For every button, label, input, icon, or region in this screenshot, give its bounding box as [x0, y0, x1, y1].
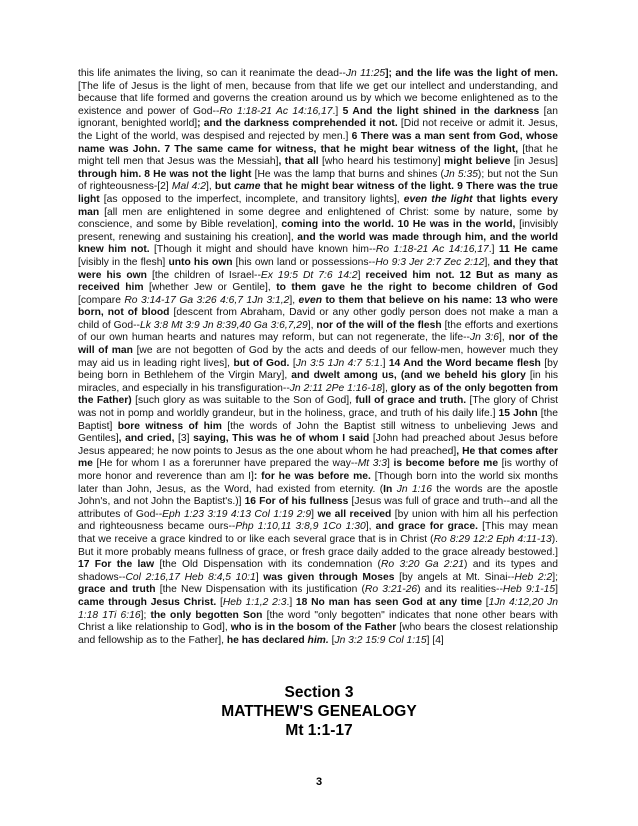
bold-text-run: 11 He came	[498, 244, 558, 256]
bold-italic-text-run: even	[298, 294, 323, 306]
text-run: ]	[555, 584, 559, 596]
text-run: ],	[499, 332, 509, 344]
scripture-reference: Heb 1:1,2 2:3	[222, 596, 287, 608]
bold-text-run: and dwelt among us, (and we beheld his glory	[291, 370, 526, 382]
bold-text-run: but	[214, 181, 235, 193]
scripture-reference: Eph 1:23 3:19 4:13 Col 1:19 2:9	[162, 508, 312, 520]
scripture-reference: Ro 1:18-21 Ac 14:16,17	[375, 244, 489, 256]
bold-text-run: we all received	[317, 508, 392, 520]
scripture-reference: Jn 3:6	[469, 332, 499, 344]
bold-text-run: 18 No man has seen God at any time	[295, 596, 483, 608]
text-run: ],	[382, 382, 391, 394]
bold-text-run: that lights every man	[78, 193, 559, 218]
bold-text-run: nor of the will of the flesh	[316, 319, 442, 331]
bold-text-run: full of grace and truth.	[355, 395, 467, 407]
text-run: [He was the lamp that burns and shines (	[251, 168, 444, 180]
bold-italic-text-run: even the light	[403, 193, 473, 205]
bold-text-run: , and cried,	[118, 433, 175, 445]
scripture-reference: Ro 8:29 12:2 Eph 4:11-13	[433, 533, 552, 545]
text-run: ). But it more probably means fullness of grace, or fresh grace daily added to the grace already bestowed.]	[78, 533, 558, 558]
bold-italic-text-run: him.	[307, 634, 329, 646]
text-run: [in his miracles, and especially in his transfiguration--	[78, 370, 559, 394]
bold-text-run: is become before me	[393, 458, 499, 470]
scripture-reference: Ro 3:14-17 Ga 3:26 4:6,7 1Jn 3:1,2	[124, 294, 290, 306]
text-run: [whether Jew or Gentile],	[143, 282, 277, 294]
scripture-reference: Jn 3:2 15:9 Col 1:15	[334, 634, 427, 646]
text-run: [the Baptist]	[78, 408, 558, 432]
text-run: [the word "only begotten" indicates that none other bears with Christ a like relationship to God],	[78, 609, 558, 634]
bold-text-run: ; and the darkness comprehended it not.	[197, 118, 398, 130]
text-run: [as opposed to the imperfect, incomplete, and transitory lights],	[99, 193, 404, 205]
text-run: [his own land or possessions--	[232, 256, 376, 268]
text-run: .]	[488, 244, 499, 256]
bold-text-run: : for he was before me.	[253, 471, 371, 482]
bold-text-run: he has declared	[226, 634, 308, 646]
text-run: ]	[255, 571, 264, 583]
text-run: [an ignorant, benighted world]	[78, 105, 558, 130]
bold-text-run: to them gave he the right to become children of God	[276, 282, 558, 294]
bold-text-run: was given through Moses	[263, 571, 395, 583]
section-reference: Mt 1:1-17	[285, 722, 353, 739]
bold-text-run: to them that believe on his name: 13 who were born, not of blood	[78, 294, 558, 319]
text-run: [who bears the closest relationship and fellowship as to the Father],	[78, 622, 558, 646]
bold-text-run: 17 For the law	[78, 559, 155, 571]
scripture-reference: Mt 3:3	[357, 458, 388, 470]
bold-text-run: who is in the bosom of the Father	[230, 622, 397, 634]
text-run: [the words of John the Baptist still witness to unbelieving Jews and Gentiles]	[78, 420, 558, 445]
text-run: ],	[206, 181, 215, 193]
bold-text-run: 16 For of his fullness	[244, 496, 349, 508]
scripture-reference: Ro 3:21-26	[364, 584, 418, 596]
text-run: [	[289, 357, 296, 369]
text-run: [who heard his testimony]	[318, 156, 445, 168]
text-run: ],	[365, 521, 376, 533]
bold-text-run: that he might bear witness of the light. 9 There was the true light	[78, 181, 558, 205]
text-run: [by being born in Bethlehem of the Virgin Mary],	[78, 357, 558, 382]
text-run: [	[216, 596, 223, 608]
bold-text-run: 14 And the Word became flesh	[388, 357, 541, 369]
scripture-reference: Ro 3:20 Ga 2:21	[380, 559, 464, 571]
scripture-reference: Ho 9:3 Jer 2:7 Zec 2:12	[375, 256, 485, 268]
text-run: [we are not begotten of God by the acts and deeds of our fellow-men, however much they may aid us in leading right lives],	[78, 345, 558, 369]
scripture-reference: Jn 3:5 1Jn 4:7 5:1	[295, 357, 380, 369]
text-run: [3]	[174, 433, 194, 445]
text-run: [the Old Dispensation with its condemnation (	[154, 559, 381, 571]
text-run: [He for whom I as a forerunner have prepared the way--	[92, 458, 358, 470]
text-run: [that he might tell men that Jesus was the Messiah]	[78, 143, 558, 168]
bold-text-run: came through Jesus Christ.	[78, 596, 217, 608]
text-run: this life animates the living, so can it reanimate the dead--	[78, 68, 346, 79]
section-subtitle: MATTHEW'S GENEALOGY	[221, 703, 417, 720]
scripture-reference: Col 2:16,17 Heb 8:4,5 10:1	[125, 571, 256, 583]
bold-italic-text-run: came	[234, 181, 261, 193]
text-run: [the children of Israel--	[146, 269, 261, 281]
scripture-reference: Ex 19:5 Dt 7:6 14:2	[260, 269, 358, 281]
bold-text-run: and they that were his own	[78, 256, 558, 281]
bold-text-run: glory as of the only begotten from the Father)	[78, 382, 558, 407]
text-run: ]	[311, 508, 318, 520]
bold-text-run: might believe	[444, 156, 511, 168]
text-run: [by angels at Mt. Sinai--	[394, 571, 515, 583]
bold-text-run: ]; and the life was the light of men.	[385, 68, 558, 79]
scripture-reference: Lk 3:8 Mt 3:9 Jn 8:39,40 Ga 3:6,7,29	[139, 319, 308, 331]
body-paragraph	[78, 68, 558, 647]
text-run: [The glory of Christ was not in pomp and worldly grandeur, but in the holiness, grace, and truth of his daily life.]	[78, 395, 558, 420]
bold-text-run: unto his own	[168, 256, 233, 268]
bold-text-run: 5 And the light shined in the darkness	[342, 105, 540, 117]
scripture-reference: Jn 1:16	[396, 483, 432, 495]
scripture-reference: Heb 9:1-15	[502, 584, 556, 596]
text-run: ]	[357, 269, 366, 281]
bold-text-run: In	[383, 483, 393, 495]
bold-text-run: and grace for grace.	[375, 521, 478, 533]
bold-text-run: through him. 8 He was not the light	[78, 168, 252, 180]
text-run: .]	[286, 596, 296, 608]
text-run: .]	[379, 357, 389, 369]
bold-text-run: , He that comes after me	[78, 445, 558, 470]
text-run: [Though it might and should have known him--	[149, 244, 376, 256]
bold-text-run: but of God.	[233, 357, 290, 369]
text-run: [Jesus was full of grace and truth--and all the attributes of God--	[78, 496, 558, 520]
text-run: .]	[332, 105, 343, 117]
text-run: ) and its realities--	[417, 584, 503, 596]
bold-text-run: 15 John	[498, 408, 538, 420]
scripture-reference: Jn 5:35	[443, 168, 478, 180]
text-run: [The life of Jesus is the light of men, because from that life we get our intellect and understanding, and because that life formed and governs the creation around us by which we become enlightened as to the existence and power of God--	[78, 80, 558, 117]
text-run: [invisibly present, renewing and sustaining his creation],	[78, 219, 559, 243]
text-run: [	[482, 596, 489, 608]
text-run: [visibly in the flesh]	[78, 256, 169, 268]
text-run: [all men are enlightened in some degree and enlightened of Christ: some by nature, some by conscience, and some by Bible revelation],	[78, 206, 558, 231]
text-run: ] [4]	[426, 634, 444, 646]
text-run: [descent from Abraham, David or any other godly person does not make a man a child of God--	[78, 307, 558, 331]
scripture-reference: Jn 11:25	[345, 68, 386, 79]
text-run: [This may mean that we receive a grace kindred to or like each several grace that is in Christ (	[78, 521, 558, 545]
text-run: ],	[307, 319, 317, 331]
text-run: [is worthy of more honor and reverence than am I]	[78, 458, 558, 482]
scripture-reference: Mal 4:2	[171, 181, 206, 193]
text-run: ); but not the Sun of righteousness-[2]	[78, 168, 558, 193]
bold-text-run: the only begotten Son	[150, 609, 263, 621]
bold-text-run: coming into the world. 10 He was in the world,	[281, 219, 516, 231]
text-run: ],	[289, 294, 299, 306]
text-run: [Did not receive or admit it. Jesus, the Light of the world, was despised and rejected by men.]	[78, 118, 558, 142]
bold-text-run: saying, This was he of whom I said	[193, 433, 370, 445]
scripture-reference: Ro 1:18-21 Ac 14:16,17	[219, 105, 333, 117]
bold-text-run: and the world was made through him, and the world knew him not.	[78, 231, 558, 256]
bold-text-run: received him not. 12 But as many as received him	[78, 269, 558, 294]
text-run: [such glory as was suitable to the Son of God],	[131, 395, 356, 407]
text-run: [the efforts and exertions of our own human hearts and natures may reform, but can not regenerate, the life--	[78, 319, 558, 344]
text-run: [	[328, 634, 335, 646]
text-run: ) and its types and shadows--	[78, 559, 559, 583]
bold-text-run: 6 There was a man sent from God, whose name was John. 7 The same came for witness, that he might bear witness of the light,	[78, 130, 558, 155]
bold-text-run: grace and truth	[78, 584, 156, 596]
scripture-reference: Jn 2:11 2Pe 1:16-18	[289, 382, 383, 394]
text-run: ];	[140, 609, 151, 621]
text-run: [in Jesus]	[510, 156, 559, 168]
text-run: [the New Dispensation with its justification (	[155, 584, 365, 596]
text-run: [compare	[78, 294, 125, 306]
section-title: Section 3	[284, 684, 354, 701]
text-run: the words are the apostle John's, and not John the Baptist's.)]	[78, 483, 558, 508]
scripture-reference: Heb 2:2	[514, 571, 553, 583]
bold-text-run: nor of the will of man	[78, 332, 558, 357]
text-run: [Though born into the world six months later than John, Jesus, as the Word, had existed from eternity. (	[78, 471, 558, 495]
text-run: [by union with him all his perfection and righteousness became ours--	[78, 508, 558, 533]
text-run: ];	[552, 571, 558, 583]
scripture-reference: 1Jn 4:12,20 Jn 1:18 1Ti 6:16	[78, 596, 558, 621]
text-run: [John had preached about Jesus before Jesus appeared; he now points to Jesus as the one about whom he had preached]	[78, 433, 558, 457]
bold-text-run: , that all	[278, 156, 319, 168]
text-run: ],	[484, 256, 494, 268]
scripture-reference: Php 1:10,11 3:8,9 1Co 1:30	[235, 521, 366, 533]
bold-text-run: bore witness of him	[117, 420, 222, 432]
page-number: 3	[315, 776, 323, 788]
text-run: ]	[387, 458, 394, 470]
